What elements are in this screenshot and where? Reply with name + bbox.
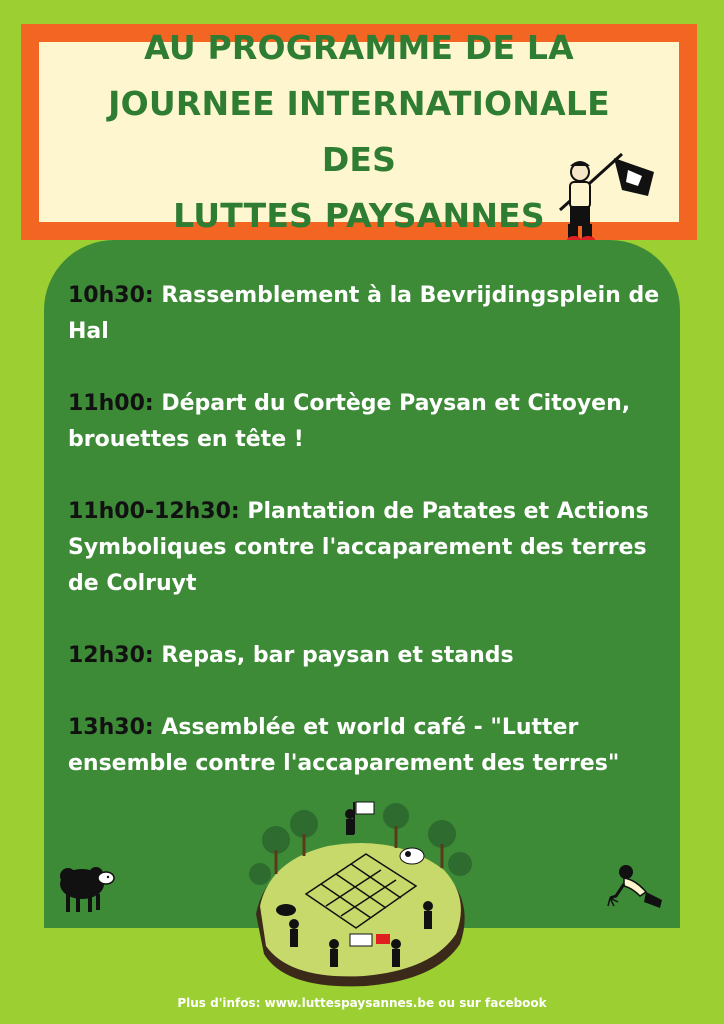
- title-line-3: LUTTES PAYSANNES: [173, 196, 545, 235]
- schedule-time: 13h30:: [68, 715, 154, 740]
- footer-info: Plus d'infos: www.luttespaysannes.be ou sur facebook: [177, 996, 547, 1010]
- title-line-1: AU PROGRAMME DE LA: [144, 28, 574, 67]
- farm-island-illustration: [246, 794, 478, 990]
- schedule-text: Assemblée et world café - "Lutter ensemble contre l'accaparement des terres": [68, 715, 620, 776]
- schedule-text: Rassemblement à la Bevrijdingsplein de Hal: [68, 283, 660, 344]
- schedule-entry: [68, 386, 680, 458]
- flag-bearer-icon: [552, 150, 662, 250]
- schedule-entry: [68, 710, 680, 782]
- schedule-entry: [68, 278, 680, 350]
- schedule-entry: [68, 638, 680, 674]
- title-line-2: JOURNEE INTERNATIONALE DES: [108, 84, 610, 179]
- schedule-time: 12h30:: [68, 643, 154, 668]
- schedule-time: 10h30:: [68, 283, 154, 308]
- schedule-time: 11h00-12h30:: [68, 499, 240, 524]
- schedule-time: 11h00:: [68, 391, 154, 416]
- schedule-entry: [68, 494, 680, 602]
- schedule-text: Repas, bar paysan et stands: [153, 643, 514, 668]
- schedule-text: Plantation de Patates et Actions Symboliques contre l'accaparement des terres de Colruyt: [68, 499, 649, 596]
- schedule-list: [68, 278, 680, 818]
- planting-farmer-icon: [606, 862, 670, 916]
- schedule-text: Départ du Cortège Paysan et Citoyen, brouettes en tête !: [68, 391, 631, 452]
- sheep-icon: [56, 860, 118, 916]
